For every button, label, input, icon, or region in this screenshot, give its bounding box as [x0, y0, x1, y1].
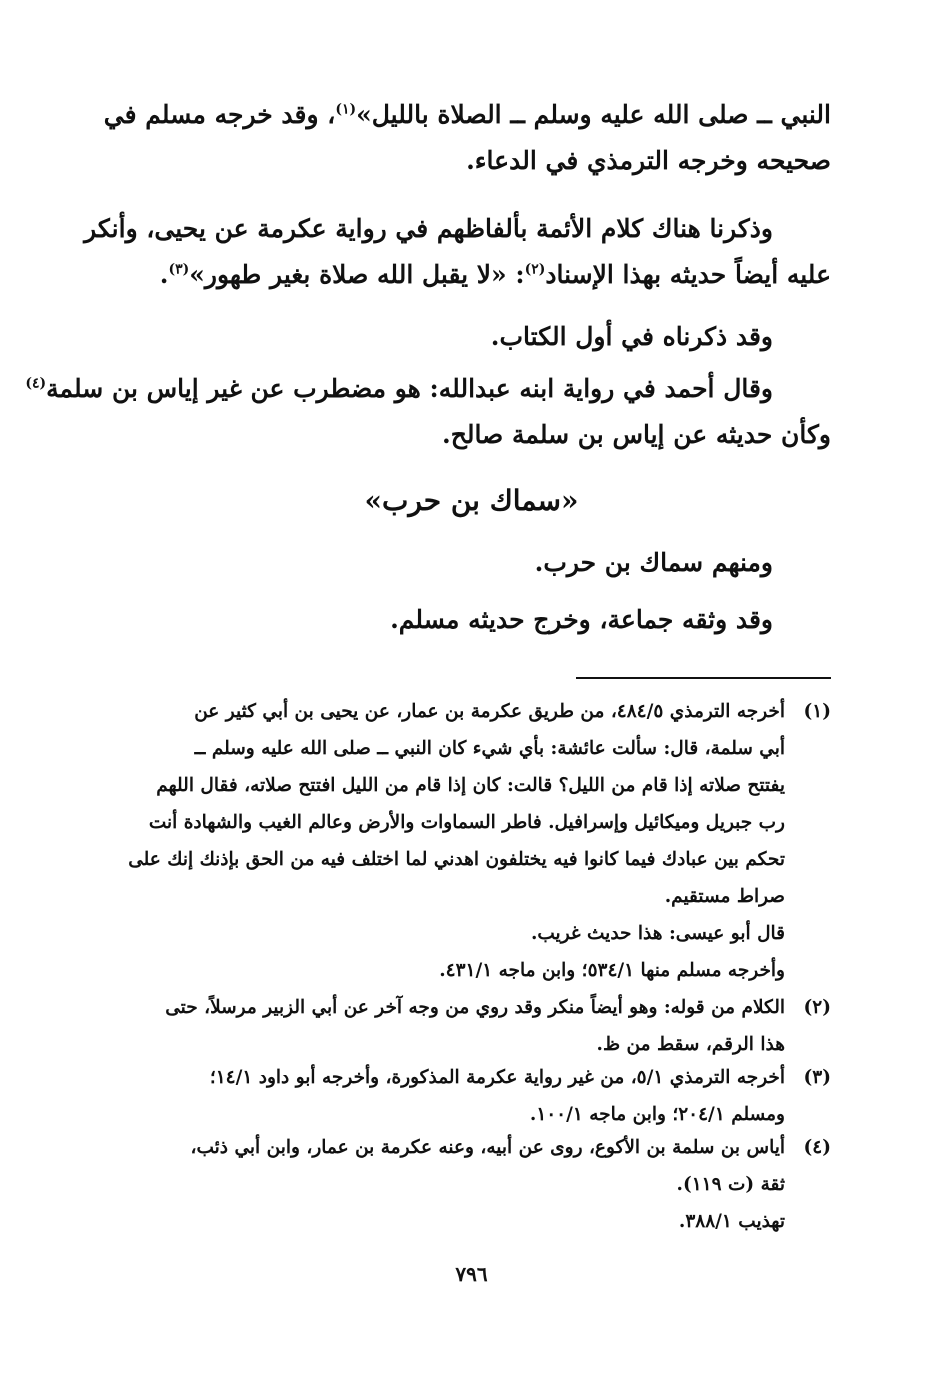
footnote-number: (١) [803, 701, 831, 722]
footnote-ref-4: (٤) [25, 375, 47, 392]
footnote-body [112, 989, 785, 1063]
footnote-line: هذا الرقم، سقط من ظ. [596, 1034, 785, 1055]
footnote-1 [112, 693, 831, 993]
paragraph-4 [25, 366, 831, 458]
footnote-line: أبي سلمة، قال: سألت عائشة: بأي شيء كان النبي ــ صلى الله عليه وسلم ــ [194, 738, 785, 759]
footnote-line: أياس بن سلمة بن الأكوع، روى عن أبيه، وعنه عكرمة بن عمار، وابن أبي ذئب، [190, 1137, 785, 1158]
paragraph-line: وقد وثقه جماعة، وخرج حديثه مسلم. [390, 605, 773, 634]
footnote-separator [576, 677, 831, 679]
footnote-ref-3: (٣) [168, 261, 190, 278]
footnote-ref-2: (٢) [524, 261, 546, 278]
footnote-line: قال أبو عيسى: هذا حديث غريب. [530, 923, 785, 944]
paragraph-3 [112, 314, 831, 360]
footnote-body [112, 1059, 785, 1133]
footnote-line: ومسلم ٢٠٤/١؛ وابن ماجه ١٠٠/١. [529, 1104, 785, 1125]
footnote-line: أخرجه الترمذي ٥/١، من غير رواية عكرمة المذكورة، وأخرجه أبو داود ١٤/١؛ [209, 1067, 785, 1088]
paragraph-6 [112, 597, 831, 643]
footnote-4 [112, 1129, 831, 1244]
paragraph-line: النبي ــ صلى الله عليه وسلم ــ الصلاة بالليل»$^{(١)}$، وقد خرجه مسلم في [103, 100, 831, 129]
footnote-body [112, 693, 785, 989]
footnote-line: تهذيب ٣٨٨/١. [678, 1211, 785, 1232]
footnote-line: صراط مستقيم. [664, 886, 785, 907]
footnote-line: الكلام من قوله: وهو أيضاً منكر وقد روي من وجه آخر عن أبي الزبير مرسلاً، حتى [165, 997, 785, 1018]
footnote-line: تحكم بين عبادك فيما كانوا فيه يختلفون اهدني لما اختلف فيه من الحق بإذنك إنك على [128, 849, 785, 870]
paragraph-line: وقد ذكرناه في أول الكتاب. [490, 322, 773, 351]
footnote-2 [112, 989, 831, 1069]
paragraph-5 [112, 540, 831, 586]
footnote-line: رب جبريل وميكائيل وإسرافيل. فاطر السماوات والأرض وعالم الغيب والشهادة أنت [148, 812, 785, 833]
footnote-line: أخرجه الترمذي ٤٨٤/٥، من طريق عكرمة بن عمار، عن يحيى بن أبي كثير عن [194, 701, 785, 722]
footnote-body [112, 1129, 785, 1240]
footnote-line: يفتتح صلاته إذا قام من الليل؟ قالت: كان إذا قام من الليل افتتح صلاته، فقال اللهم [156, 775, 785, 796]
paragraph-line: وقال أحمد في رواية ابنه عبدالله: هو مضطرب عن غير إياس بن سلمة$^{(٤)}$ [25, 374, 773, 403]
footnote-number: (٣) [803, 1067, 831, 1088]
paragraph-2 [84, 206, 831, 298]
footnote-number: (٢) [803, 997, 831, 1018]
paragraph-line: وذكرنا هناك كلام الأئمة بألفاظهم في رواية عكرمة عن يحيى، وأنكر [84, 214, 773, 243]
paragraph-line: عليه أيضاً حديثه بهذا الإسناد$^{(٢)}$: «لا يقبل الله صلاة بغير طهور»$^{(٣)}$. [159, 260, 831, 289]
footnote-3 [112, 1059, 831, 1139]
paragraph-line: وكأن حديثه عن إياس بن سلمة صالح. [441, 420, 831, 449]
paragraph-line: صحيحه وخرجه الترمذي في الدعاء. [466, 146, 831, 175]
paragraph-1 [103, 92, 831, 184]
paragraph-line: ومنهم سماك بن حرب. [534, 548, 773, 577]
footnote-number: (٤) [803, 1137, 831, 1158]
footnote-line: وأخرجه مسلم منها ٥٣٤/١؛ وابن ماجه ٤٣١/١. [439, 960, 785, 981]
footnote-line: ثقة (ت ١١٩). [676, 1174, 785, 1195]
page-number: ٧٩٦ [455, 1262, 488, 1286]
section-heading: «سماك بن حرب» [364, 484, 579, 517]
footnote-ref-1: (١) [335, 101, 357, 118]
